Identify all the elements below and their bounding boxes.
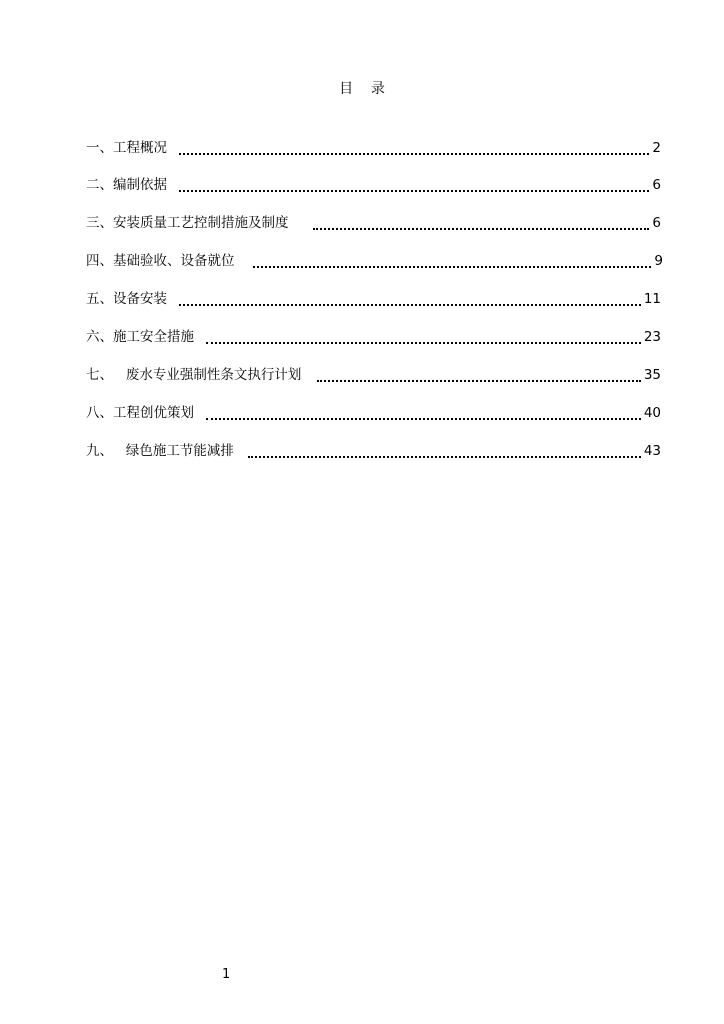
- toc-dot-leader: [179, 142, 649, 155]
- toc-entry-label: 四、基础验收、设备就位: [86, 253, 235, 269]
- toc-entry-label: 三、安装质量工艺控制措施及制度: [86, 215, 289, 231]
- toc-entry[interactable]: [86, 137, 661, 159]
- toc-dot-leader: [248, 445, 641, 458]
- toc-entry-page: 9: [654, 253, 663, 269]
- toc-dot-leader: [179, 293, 641, 306]
- toc-entry-page: 40: [643, 405, 661, 421]
- toc-entry[interactable]: [86, 364, 661, 386]
- toc-dot-leader: [206, 331, 641, 344]
- toc-entry-label: 六、施工安全措施: [86, 329, 194, 345]
- toc-dot-leader: [206, 407, 641, 420]
- toc-dot-leader: [313, 217, 650, 230]
- toc-entry-page: 6: [652, 177, 661, 193]
- toc-entry-label: 七、 废水专业强制性条文执行计划: [86, 367, 302, 383]
- toc-entry-page: 2: [652, 140, 661, 156]
- toc-entry[interactable]: [86, 250, 663, 272]
- toc-dot-leader: [253, 255, 652, 268]
- toc-entry[interactable]: [86, 212, 661, 234]
- toc-dot-leader: [317, 369, 640, 382]
- toc-entry[interactable]: [86, 440, 661, 462]
- toc-title: 目 录: [339, 81, 385, 97]
- toc-entry-label: 五、设备安装: [86, 291, 167, 307]
- toc-entry[interactable]: [86, 326, 661, 348]
- toc-entry-label: 九、 绿色施工节能减排: [86, 443, 234, 459]
- toc-entry-page: 11: [643, 291, 661, 307]
- toc-entry-page: 6: [652, 215, 661, 231]
- toc-entry-page: 23: [643, 329, 661, 345]
- toc-entry[interactable]: [86, 288, 661, 310]
- toc-entry-label: 八、工程创优策划: [86, 405, 194, 421]
- toc-entry[interactable]: [86, 402, 661, 424]
- toc-dot-leader: [179, 179, 649, 192]
- toc-entry[interactable]: [86, 174, 661, 196]
- toc-entry-page: 35: [643, 367, 661, 383]
- toc-entry-label: 二、编制依据: [86, 177, 167, 193]
- page-number: 1: [222, 967, 231, 982]
- toc-entry-page: 43: [643, 443, 661, 459]
- toc-entry-label: 一、工程概况: [86, 140, 167, 156]
